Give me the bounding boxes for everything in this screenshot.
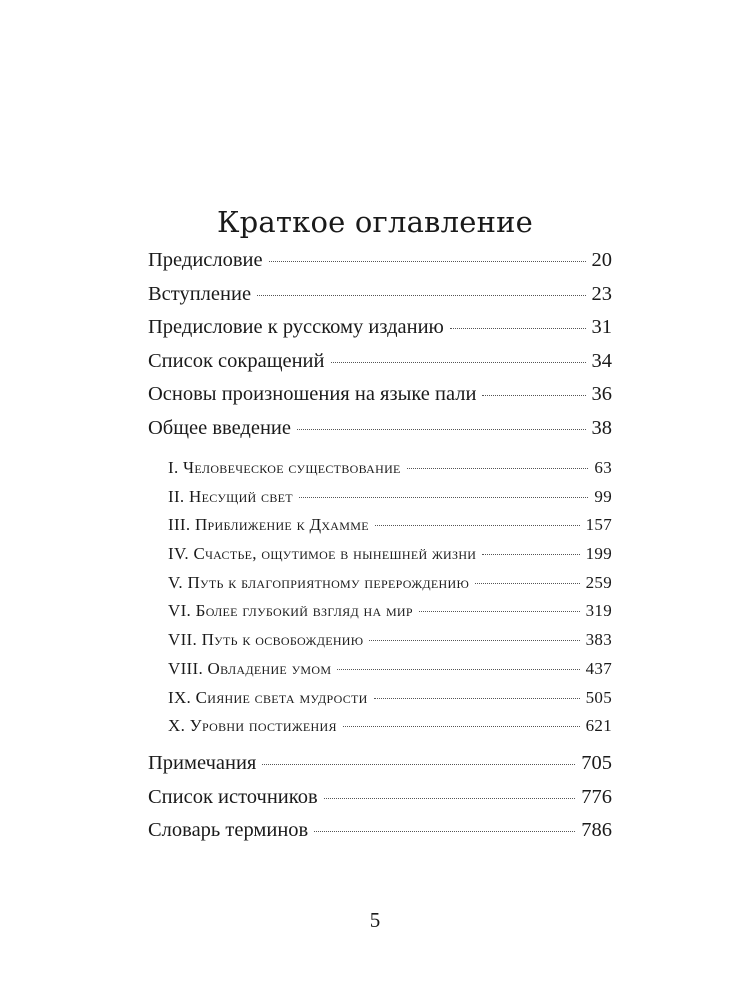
- toc-front-matter: [148, 249, 612, 450]
- toc-entry[interactable]: [148, 350, 612, 384]
- toc-chapter-label: IV. Счастье, ощутимое в нынешней жизни: [168, 544, 477, 564]
- dot-leader: [297, 429, 586, 430]
- toc-entry-label: Общее введение: [148, 416, 291, 439]
- toc-chapter-page: 199: [585, 544, 612, 564]
- toc-entry-label: Предисловие к русскому изданию: [148, 316, 444, 338]
- toc-chapter-entry[interactable]: [168, 688, 612, 717]
- toc-entry[interactable]: [148, 417, 612, 451]
- toc-entry-page: 776: [581, 785, 612, 808]
- toc-chapter-entry[interactable]: [168, 544, 612, 573]
- toc-chapter-label: VIII. Овладение умом: [168, 658, 332, 678]
- toc-chapter-label: VII. Путь к освобождению: [168, 630, 364, 650]
- toc-entry-label: Список сокращений: [148, 349, 325, 372]
- dot-leader: [324, 798, 576, 799]
- dot-leader: [407, 468, 589, 469]
- toc-entry[interactable]: [148, 283, 612, 317]
- toc-entry[interactable]: [148, 249, 612, 283]
- dot-leader: [475, 583, 580, 584]
- toc-chapter-page: 157: [585, 515, 612, 535]
- toc-entry-page: 34: [591, 349, 612, 372]
- toc-entry-page: 36: [591, 383, 612, 405]
- toc-entry-label: Основы произношения на языке пали: [148, 383, 477, 405]
- toc-chapter-entry[interactable]: [168, 601, 612, 630]
- toc-chapter-entry[interactable]: [168, 659, 612, 688]
- toc-chapter-page: 99: [594, 486, 612, 506]
- toc-entry-label: Вступление: [148, 282, 252, 305]
- toc-entry-label: Словарь терминов: [148, 819, 309, 841]
- toc-chapter-label: V. Путь к благоприятному перерождению: [168, 572, 470, 592]
- toc-chapter-label: II. Несущий свет: [168, 486, 293, 506]
- toc-entry-page: 705: [581, 752, 612, 774]
- toc-entry-page: 20: [591, 249, 612, 271]
- toc-chapter-label: VI. Более глубокий взгляд на мир: [168, 601, 413, 621]
- toc-chapter-label: X. Уровни постижения: [168, 716, 337, 736]
- dot-leader: [482, 395, 585, 396]
- dot-leader: [343, 726, 580, 727]
- toc-entry-page: 38: [591, 416, 612, 439]
- toc-entry-page: 31: [591, 316, 612, 338]
- dot-leader: [482, 554, 579, 555]
- dot-leader: [269, 261, 586, 262]
- toc-chapter-page: 63: [594, 458, 612, 477]
- toc-chapter-entry[interactable]: [168, 458, 612, 487]
- dot-leader: [262, 764, 575, 765]
- dot-leader: [375, 525, 580, 526]
- toc-chapter-page: 437: [585, 658, 612, 678]
- toc-chapter-page: 383: [585, 630, 612, 650]
- toc-entry-label: Предисловие: [148, 249, 263, 271]
- toc-entry[interactable]: [148, 819, 612, 853]
- dot-leader: [257, 295, 585, 296]
- page-title: Краткое оглавление: [216, 205, 533, 240]
- toc-entry-label: Список источников: [148, 785, 318, 808]
- toc-chapter-entry[interactable]: [168, 487, 612, 516]
- toc-entry[interactable]: [148, 786, 612, 820]
- dot-leader: [337, 669, 579, 670]
- dot-leader: [299, 497, 588, 498]
- toc-chapter-page: 259: [585, 572, 612, 592]
- toc-chapter-page: 505: [585, 687, 612, 707]
- toc-chapters: [168, 458, 612, 745]
- dot-leader: [374, 698, 580, 699]
- toc-chapter-entry[interactable]: [168, 515, 612, 544]
- toc-chapter-label: I. Человеческое существование: [168, 458, 401, 477]
- toc-entry[interactable]: [148, 316, 612, 350]
- toc-chapter-page: 319: [585, 601, 612, 621]
- toc-entry[interactable]: [148, 752, 612, 786]
- dot-leader: [314, 831, 575, 832]
- toc-chapter-entry[interactable]: [168, 630, 612, 659]
- toc-chapter-label: III. Приближение к Дхамме: [168, 515, 369, 535]
- toc-entry[interactable]: [148, 383, 612, 417]
- page-number: 5: [369, 908, 381, 932]
- dot-leader: [450, 328, 586, 329]
- dot-leader: [331, 362, 586, 363]
- toc-chapter-entry[interactable]: [168, 573, 612, 602]
- toc-entry-page: 786: [581, 819, 612, 841]
- toc-entry-page: 23: [591, 282, 612, 305]
- dot-leader: [369, 640, 579, 641]
- toc-chapter-label: IX. Сияние света мудрости: [168, 687, 368, 707]
- dot-leader: [419, 611, 580, 612]
- toc-back-matter: [148, 752, 612, 853]
- toc-chapter-entry[interactable]: [168, 716, 612, 745]
- toc-entry-label: Примечания: [148, 752, 257, 774]
- toc-chapter-page: 621: [585, 716, 612, 736]
